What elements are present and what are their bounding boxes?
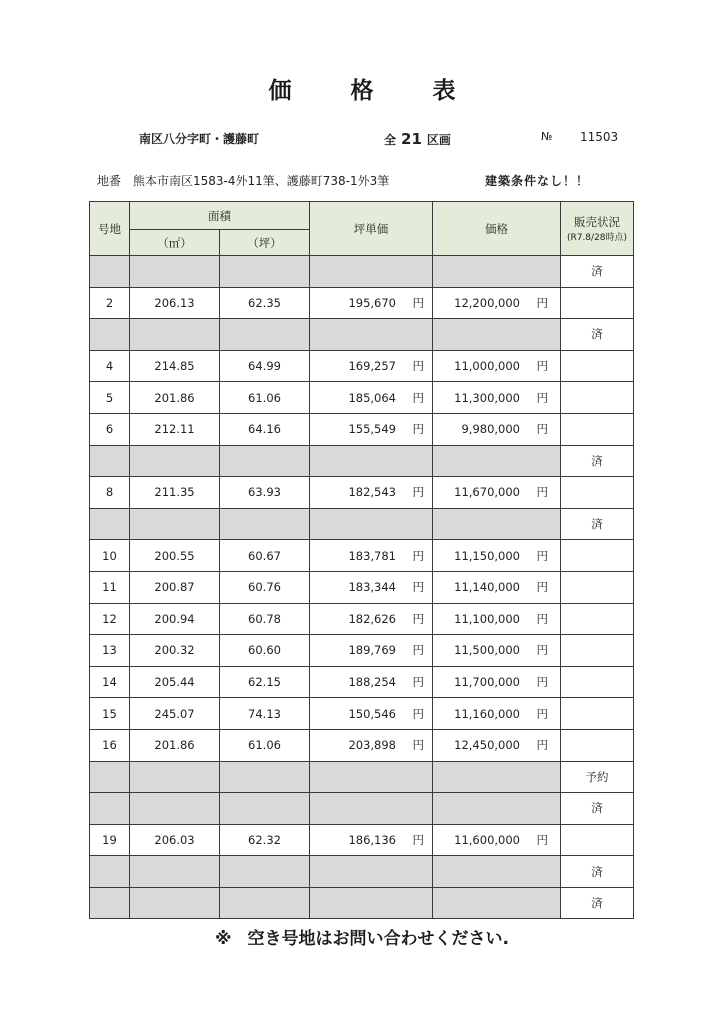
total-suffix: 区画 — [426, 133, 451, 147]
yen-unit: 円 — [412, 706, 424, 721]
building-condition-note: 建築条件なし！！ — [485, 174, 590, 188]
cell-status: 済 — [561, 793, 634, 825]
cell-status — [561, 350, 634, 382]
unit-price-value: 195,670 — [348, 295, 396, 310]
cell-area-tsubo: 61.06 — [220, 729, 310, 761]
unit-price-value: 182,543 — [348, 485, 396, 500]
cell-lot-number: 11 — [90, 571, 130, 603]
header-area-tsubo: （坪） — [220, 230, 310, 256]
cell-lot-number: 13 — [90, 635, 130, 667]
cell-status: 済 — [561, 319, 634, 351]
cell-unit-price — [310, 445, 433, 477]
cell-lot-number — [90, 319, 130, 351]
doc-number: 11503 — [580, 130, 619, 144]
table-row — [90, 319, 634, 351]
cell-price — [433, 793, 561, 825]
cell-area-m2 — [130, 793, 220, 825]
yen-unit: 円 — [536, 675, 548, 690]
unit-price-value: 183,781 — [348, 548, 396, 563]
note-mark: ※ — [215, 929, 232, 949]
cell-area-m2 — [130, 761, 220, 793]
cell-unit-price — [310, 887, 433, 919]
table-row — [90, 477, 634, 509]
unit-price-value: 189,769 — [348, 643, 396, 658]
unit-price-value: 155,549 — [348, 422, 396, 437]
unit-price-value: 183,344 — [348, 580, 396, 595]
table-row — [90, 824, 634, 856]
yen-unit: 円 — [412, 422, 424, 437]
yen-unit: 円 — [536, 738, 548, 753]
cell-price — [433, 350, 561, 382]
cell-area-tsubo — [220, 508, 310, 540]
cell-price — [433, 603, 561, 635]
table-row — [90, 666, 634, 698]
cell-status: 済 — [561, 887, 634, 919]
summary-line — [0, 130, 724, 150]
cell-status: 済 — [561, 445, 634, 477]
unit-price-value: 186,136 — [348, 832, 396, 847]
cell-status — [561, 729, 634, 761]
cell-unit-price — [310, 635, 433, 667]
lot-line — [0, 172, 724, 192]
cell-area-tsubo: 64.16 — [220, 413, 310, 445]
table-row — [90, 887, 634, 919]
cell-area-m2: 211.35 — [130, 477, 220, 509]
header-price: 価格 — [433, 202, 561, 256]
cell-lot-number: 19 — [90, 824, 130, 856]
table-row — [90, 729, 634, 761]
header-status-date: (R7.8/28時点) — [566, 233, 628, 243]
cell-status: 予約 — [561, 761, 634, 793]
table-row — [90, 508, 634, 540]
cell-price — [433, 256, 561, 288]
cell-status — [561, 382, 634, 414]
area-name: 南区八分字町・護藤町 — [139, 132, 260, 146]
table-row — [90, 413, 634, 445]
yen-unit: 円 — [536, 580, 548, 595]
yen-unit: 円 — [412, 738, 424, 753]
cell-price — [433, 571, 561, 603]
table-row — [90, 445, 634, 477]
yen-unit: 円 — [412, 611, 424, 626]
cell-unit-price — [310, 793, 433, 825]
cell-area-tsubo: 60.60 — [220, 635, 310, 667]
cell-area-m2: 212.11 — [130, 413, 220, 445]
cell-status — [561, 571, 634, 603]
cell-lot-number: 4 — [90, 350, 130, 382]
cell-unit-price — [310, 666, 433, 698]
cell-price — [433, 508, 561, 540]
price-value: 11,000,000 — [454, 359, 520, 374]
cell-area-m2: 205.44 — [130, 666, 220, 698]
lot-number-value: 熊本市南区1583-4外11筆、護藤町738-1外3筆 — [133, 174, 390, 188]
cell-unit-price — [310, 256, 433, 288]
cell-price — [433, 382, 561, 414]
cell-area-tsubo — [220, 319, 310, 351]
yen-unit: 円 — [536, 706, 548, 721]
cell-price — [433, 729, 561, 761]
unit-price-value: 188,254 — [348, 675, 396, 690]
cell-area-m2 — [130, 887, 220, 919]
price-value: 11,100,000 — [454, 611, 520, 626]
unit-price-value: 150,546 — [348, 706, 396, 721]
cell-area-tsubo: 60.78 — [220, 603, 310, 635]
cell-area-tsubo: 63.93 — [220, 477, 310, 509]
yen-unit: 円 — [536, 643, 548, 658]
yen-unit: 円 — [412, 295, 424, 310]
cell-lot-number: 8 — [90, 477, 130, 509]
cell-lot-number — [90, 445, 130, 477]
cell-area-m2: 200.87 — [130, 571, 220, 603]
note-text: 空き号地はお問い合わせください. — [247, 929, 509, 949]
cell-lot-number — [90, 508, 130, 540]
cell-area-m2: 245.07 — [130, 698, 220, 730]
cell-unit-price — [310, 698, 433, 730]
cell-unit-price — [310, 824, 433, 856]
cell-lot-number: 5 — [90, 382, 130, 414]
price-value: 11,700,000 — [454, 675, 520, 690]
cell-area-m2: 214.85 — [130, 350, 220, 382]
price-value: 12,200,000 — [454, 295, 520, 310]
cell-unit-price — [310, 413, 433, 445]
yen-unit: 円 — [412, 832, 424, 847]
lot-number-label: 地番 — [97, 174, 122, 188]
cell-area-tsubo: 61.06 — [220, 382, 310, 414]
cell-price — [433, 319, 561, 351]
yen-unit: 円 — [536, 295, 548, 310]
cell-price — [433, 477, 561, 509]
table-row — [90, 382, 634, 414]
price-table — [89, 201, 634, 919]
table-row — [90, 287, 634, 319]
price-value: 12,450,000 — [454, 738, 520, 753]
yen-unit: 円 — [412, 643, 424, 658]
cell-area-m2 — [130, 508, 220, 540]
cell-lot-number: 2 — [90, 287, 130, 319]
yen-unit: 円 — [536, 485, 548, 500]
cell-price — [433, 445, 561, 477]
yen-unit: 円 — [536, 832, 548, 847]
cell-unit-price — [310, 382, 433, 414]
cell-price — [433, 761, 561, 793]
yen-unit: 円 — [412, 675, 424, 690]
cell-unit-price — [310, 603, 433, 635]
cell-status: 済 — [561, 508, 634, 540]
unit-price-value: 203,898 — [348, 738, 396, 753]
cell-price — [433, 824, 561, 856]
yen-unit: 円 — [412, 548, 424, 563]
cell-unit-price — [310, 571, 433, 603]
cell-status — [561, 666, 634, 698]
table-row — [90, 540, 634, 572]
cell-status — [561, 477, 634, 509]
cell-area-m2 — [130, 445, 220, 477]
price-value: 11,600,000 — [454, 832, 520, 847]
cell-area-tsubo — [220, 256, 310, 288]
price-value: 11,160,000 — [454, 706, 520, 721]
cell-area-tsubo: 74.13 — [220, 698, 310, 730]
cell-area-tsubo: 62.15 — [220, 666, 310, 698]
cell-price — [433, 887, 561, 919]
cell-status — [561, 540, 634, 572]
cell-area-tsubo: 64.99 — [220, 350, 310, 382]
cell-area-tsubo — [220, 887, 310, 919]
cell-unit-price — [310, 540, 433, 572]
price-value: 11,500,000 — [454, 643, 520, 658]
unit-price-value: 182,626 — [348, 611, 396, 626]
cell-unit-price — [310, 350, 433, 382]
cell-lot-number — [90, 793, 130, 825]
cell-lot-number: 15 — [90, 698, 130, 730]
cell-price — [433, 856, 561, 888]
cell-status — [561, 413, 634, 445]
yen-unit: 円 — [536, 359, 548, 374]
cell-price — [433, 287, 561, 319]
total-count: 21 — [401, 130, 422, 148]
yen-unit: 円 — [536, 548, 548, 563]
cell-status — [561, 603, 634, 635]
cell-price — [433, 698, 561, 730]
cell-unit-price — [310, 856, 433, 888]
cell-status: 済 — [561, 256, 634, 288]
cell-area-m2: 200.94 — [130, 603, 220, 635]
unit-price-value: 169,257 — [348, 359, 396, 374]
cell-area-m2 — [130, 319, 220, 351]
table-row — [90, 256, 634, 288]
header-lot-number: 号地 — [90, 202, 130, 256]
cell-status — [561, 635, 634, 667]
cell-lot-number: 10 — [90, 540, 130, 572]
yen-unit: 円 — [412, 390, 424, 405]
table-row — [90, 350, 634, 382]
table-row — [90, 635, 634, 667]
table-row — [90, 603, 634, 635]
yen-unit: 円 — [536, 390, 548, 405]
cell-status — [561, 824, 634, 856]
footer-note — [0, 924, 724, 949]
doc-number-label: № — [541, 130, 553, 143]
table-row — [90, 793, 634, 825]
total-lots — [384, 130, 451, 148]
cell-lot-number — [90, 887, 130, 919]
cell-lot-number — [90, 761, 130, 793]
cell-area-tsubo: 62.32 — [220, 824, 310, 856]
cell-area-m2: 200.32 — [130, 635, 220, 667]
cell-area-m2: 200.55 — [130, 540, 220, 572]
header-status — [561, 202, 634, 256]
table-row — [90, 571, 634, 603]
cell-area-m2: 206.03 — [130, 824, 220, 856]
cell-area-tsubo: 60.76 — [220, 571, 310, 603]
cell-unit-price — [310, 508, 433, 540]
price-value: 11,300,000 — [454, 390, 520, 405]
price-value: 11,140,000 — [454, 580, 520, 595]
cell-area-tsubo — [220, 761, 310, 793]
cell-unit-price — [310, 729, 433, 761]
cell-status: 済 — [561, 856, 634, 888]
header-unit-price: 坪単価 — [310, 202, 433, 256]
cell-area-tsubo — [220, 793, 310, 825]
header-area-m2: （㎡） — [130, 230, 220, 256]
yen-unit: 円 — [412, 359, 424, 374]
page-title: 価 格 表 — [268, 78, 474, 104]
table-row — [90, 761, 634, 793]
cell-lot-number — [90, 256, 130, 288]
total-prefix: 全 — [384, 133, 397, 147]
cell-area-m2 — [130, 856, 220, 888]
cell-lot-number: 12 — [90, 603, 130, 635]
price-value: 9,980,000 — [461, 422, 520, 437]
table-row — [90, 698, 634, 730]
yen-unit: 円 — [536, 611, 548, 626]
cell-lot-number: 14 — [90, 666, 130, 698]
cell-lot-number: 16 — [90, 729, 130, 761]
cell-area-tsubo — [220, 856, 310, 888]
cell-area-m2 — [130, 256, 220, 288]
price-value: 11,670,000 — [454, 485, 520, 500]
cell-lot-number: 6 — [90, 413, 130, 445]
cell-price — [433, 413, 561, 445]
unit-price-value: 185,064 — [348, 390, 396, 405]
cell-price — [433, 666, 561, 698]
yen-unit: 円 — [412, 580, 424, 595]
price-value: 11,150,000 — [454, 548, 520, 563]
cell-status — [561, 287, 634, 319]
header-status-label: 販売状況 — [574, 215, 620, 229]
yen-unit: 円 — [536, 422, 548, 437]
cell-area-tsubo — [220, 445, 310, 477]
table-row — [90, 856, 634, 888]
cell-lot-number — [90, 856, 130, 888]
header-area: 面積 — [130, 202, 310, 230]
cell-price — [433, 540, 561, 572]
cell-area-tsubo: 60.67 — [220, 540, 310, 572]
cell-area-m2: 206.13 — [130, 287, 220, 319]
cell-unit-price — [310, 319, 433, 351]
cell-price — [433, 635, 561, 667]
cell-unit-price — [310, 761, 433, 793]
cell-area-m2: 201.86 — [130, 382, 220, 414]
yen-unit: 円 — [412, 485, 424, 500]
cell-area-m2: 201.86 — [130, 729, 220, 761]
cell-status — [561, 698, 634, 730]
cell-area-tsubo: 62.35 — [220, 287, 310, 319]
cell-unit-price — [310, 477, 433, 509]
cell-unit-price — [310, 287, 433, 319]
